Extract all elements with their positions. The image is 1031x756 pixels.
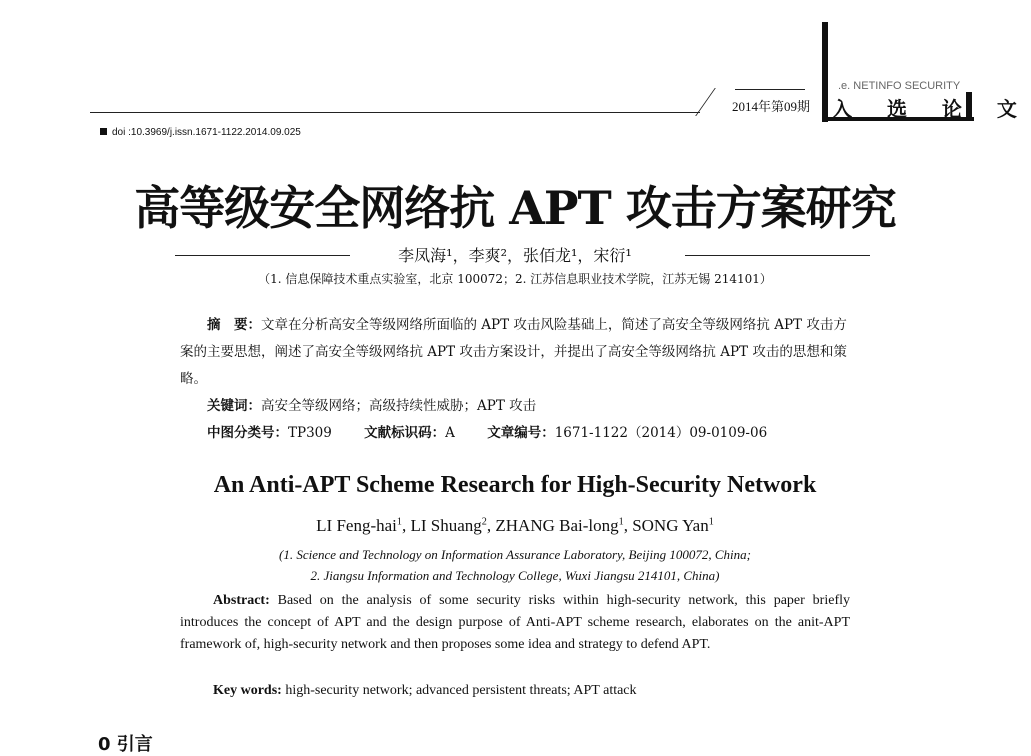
header-rule: [90, 112, 700, 113]
affiliation-en-1: (1. Science and Technology on Information Assurance Laboratory, Beijing 100072, China;: [279, 547, 751, 562]
keywords-cn-text: 高安全等级网络；高级持续性威胁；APT 攻击: [261, 398, 537, 414]
abstract-cn: [180, 312, 860, 447]
doc-code-label: 文献标识码：: [364, 425, 446, 441]
header-slash: [695, 88, 716, 116]
keywords-en: [213, 683, 637, 699]
keywords-en-text: high-security network; advanced persistent threats; APT attack: [281, 683, 637, 698]
section-heading: 0 引言: [98, 734, 153, 755]
abstract-en-text: Based on the analysis of some security risks within high-security network, this paper briefly introduces the concept of APT and the design purpose of Anti-APT scheme research, elaborates on the anit-APT framework of, high-security network and then proposes some idea and strategy to defend APT.: [180, 593, 850, 652]
author-sup: 2: [481, 516, 487, 528]
author-sup: 1: [396, 516, 402, 528]
author-name: LI Shuang: [410, 516, 482, 535]
author-name: SONG Yan: [632, 516, 709, 535]
header-vertical-bar: [822, 22, 828, 122]
keywords-en-label: Key words:: [213, 683, 282, 698]
article-no-label: 文章编号：: [487, 425, 555, 441]
classification-line: [180, 420, 860, 447]
affiliation-en-2: 2. Jiangsu Information and Technology College, Wuxi Jiangsu 214101, China): [310, 568, 720, 583]
abstract-cn-text: 文章在分析高安全等级网络所面临的 APT 攻击风险基础上，简述了高安全等级网络抗 APT 攻击方案的主要思想，阐述了高安全等级网络抗 APT 攻击方案设计，并提出了高安全等级网络抗 APT 攻击的思想和策略。: [180, 317, 847, 387]
authors-en: LI Feng-hai$^1$, LI Shuang$^2$, ZHANG Bai-long$^1$, SONG Yan$^1$: [316, 516, 714, 535]
author-name: ZHANG Bai-long: [495, 516, 619, 535]
author-sup: 1: [618, 516, 624, 528]
author-name: LI Feng-hai: [316, 516, 397, 535]
title-cn: 高等级安全网络抗 APT 攻击方案研究: [134, 181, 896, 235]
journal-name: .e. NETINFO SECURITY: [838, 80, 961, 92]
clc-label: 中图分类号：: [207, 425, 288, 441]
header-rule-top: [735, 89, 805, 90]
doc-code-value: A: [445, 425, 455, 441]
abstract-en-label: Abstract:: [213, 593, 270, 608]
article-no-value: 1671-1122（2014）09-0109-06: [554, 425, 768, 441]
abstract-en: [180, 590, 850, 656]
author-sup: 1: [708, 516, 714, 528]
affiliation-cn: （1. 信息保障技术重点实验室，北京 100072；2. 江苏信息职业技术学院，江苏无锡 214101）: [258, 272, 772, 286]
issue-label: 2014年第09期: [732, 99, 811, 114]
doi: doi :10.3969/j.issn.1671-1122.2014.09.025: [100, 127, 301, 138]
section-label: 入 选 论 文: [832, 97, 1031, 121]
abstract-cn-label: 摘 要：: [207, 317, 261, 333]
clc-value: TP309: [288, 425, 332, 441]
title-en: An Anti-APT Scheme Research for High-Security Network: [213, 472, 817, 498]
keywords-cn-label: 关键词：: [207, 398, 261, 414]
authors-cn: 李凤海¹，李爽²，张佰龙¹，宋衍¹: [398, 246, 632, 265]
